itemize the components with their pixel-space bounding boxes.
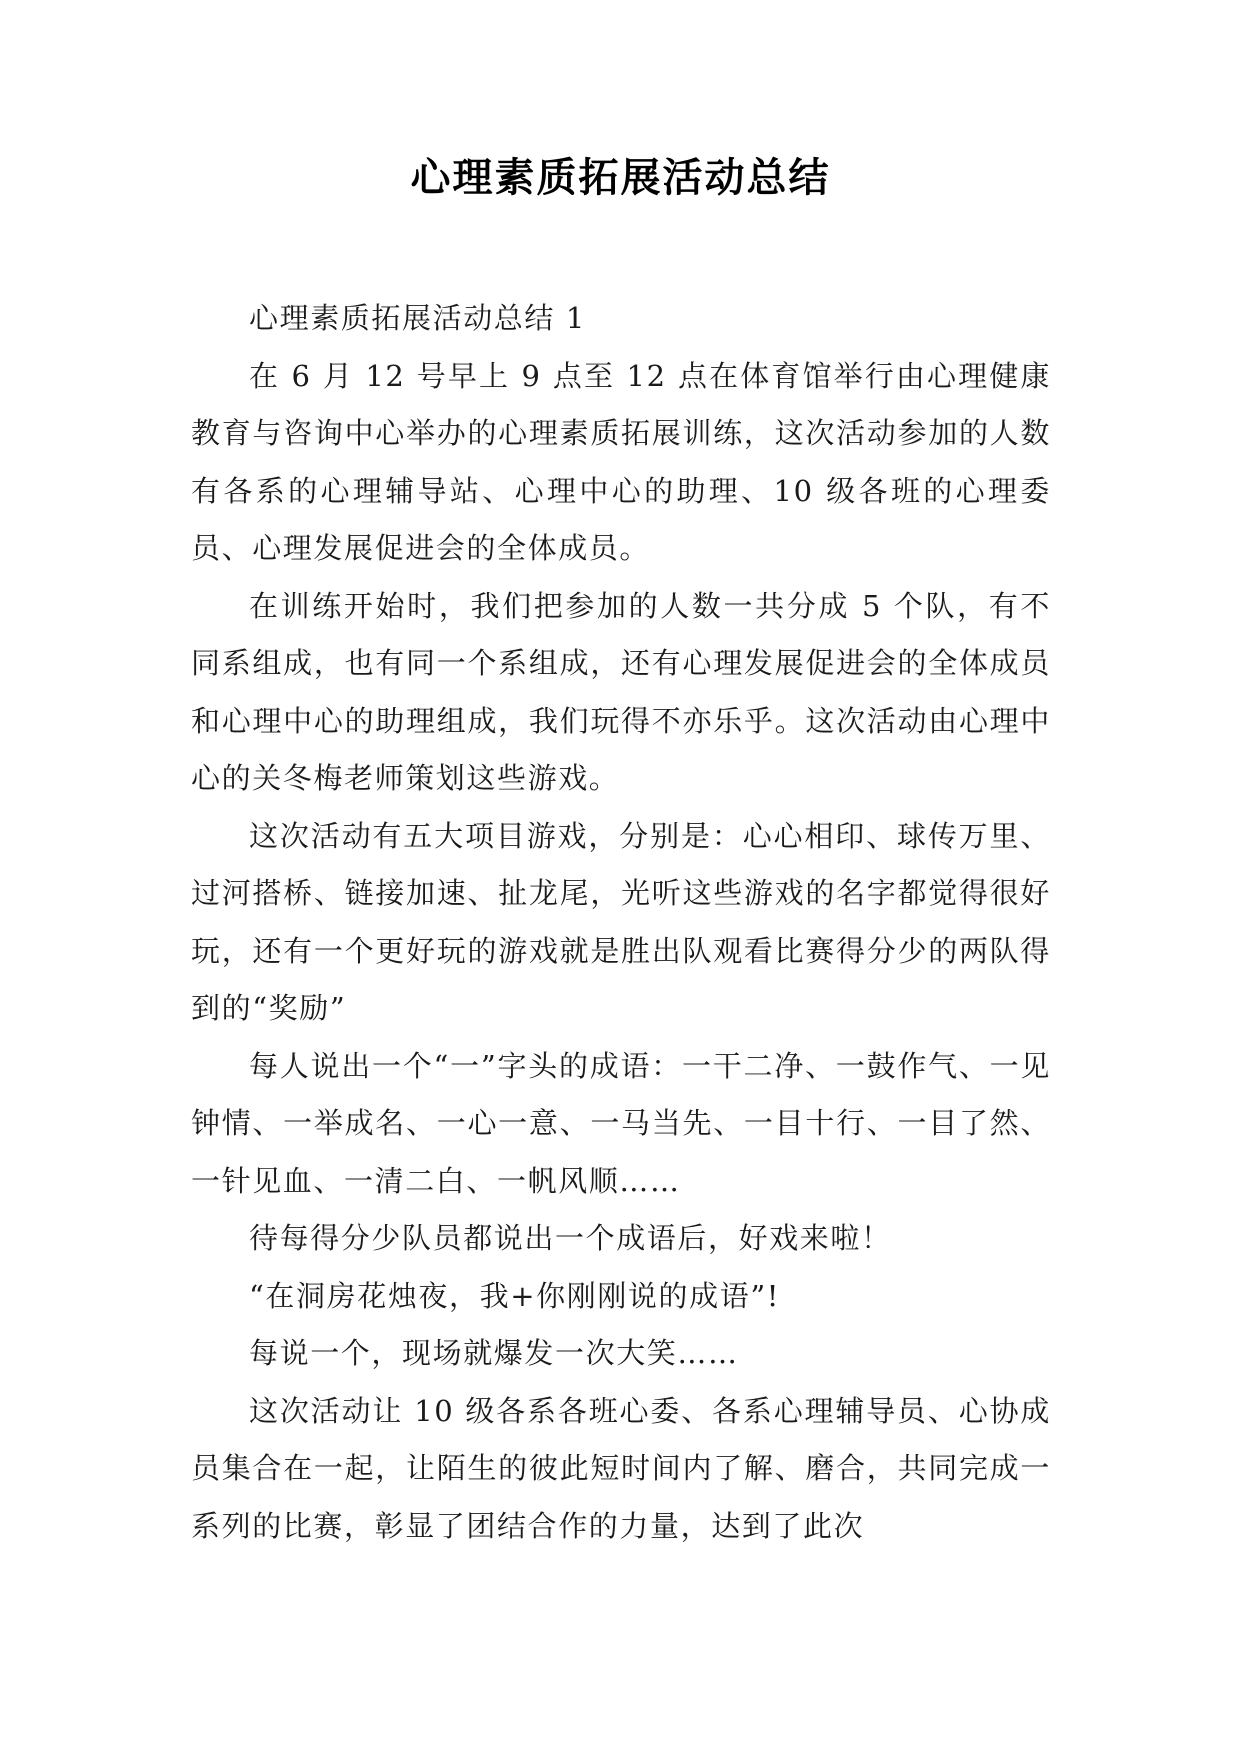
paragraph: 每人说出一个“一”字头的成语：一干二净、一鼓作气、一见钟情、一举成名、一心一意、一马当先、一目十行、一目了然、一针见血、一清二白、一帆风顺…… <box>191 1048 1051 1198</box>
document-body <box>191 290 1051 1555</box>
paragraph: 这次活动让 10 级各系各班心委、各系心理辅导员、心协成员集合在一起，让陌生的彼此短时间内了解、磨合，共同完成一系列的比赛，彰显了团结合作的力量，达到了此次 <box>191 1393 1051 1543</box>
paragraph: 在训练开始时，我们把参加的人数一共分成 5 个队，有不同系组成，也有同一个系组成，还有心理发展促进会的全体成员和心理中心的助理组成，我们玩得不亦乐乎。这次活动由心理中心的关冬梅老师策划这些游戏。 <box>191 588 1051 795</box>
paragraph: 待每得分少队员都说出一个成语后，好戏来啦！ <box>249 1221 892 1255</box>
paragraph: “在洞房花烛夜，我+你刚刚说的成语”! <box>249 1278 781 1313</box>
paragraph: 在 6 月 12 号早上 9 点至 12 点在体育馆举行由心理健康教育与咨询中心举办的心理素质拓展训练，这次活动参加的人数有各系的心理辅导站、心理中心的助理、10 级各班的心理委员、心理发展促进会的全体成员。 <box>191 358 1051 565</box>
document-title: 心理素质拓展活动总结 <box>410 155 831 201</box>
paragraph: 这次活动有五大项目游戏，分别是：心心相印、球传万里、过河搭桥、链接加速、扯龙尾，光听这些游戏的名字都觉得很好玩，还有一个更好玩的游戏就是胜出队观看比赛得分少的两队得到的“奖励” <box>191 818 1051 1025</box>
section-heading: 心理素质拓展活动总结 1 <box>249 301 586 335</box>
paragraph: 每说一个，现场就爆发一次大笑…… <box>249 1336 739 1370</box>
